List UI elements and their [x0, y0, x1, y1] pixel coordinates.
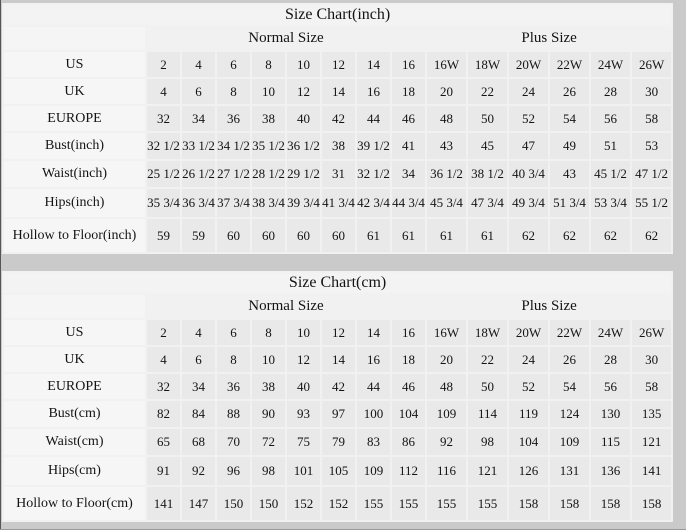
size-value-cell: 60: [287, 219, 320, 252]
size-value-cell: 16: [357, 79, 390, 104]
size-value-cell: 40 3/4: [509, 161, 548, 187]
row-label: Hips(inch): [4, 189, 145, 217]
size-value-cell: 124: [550, 401, 589, 427]
size-value-cell: 98: [468, 429, 507, 455]
normal-size-header: Normal Size: [147, 295, 425, 318]
inch-table-body: [4, 52, 671, 252]
size-value-cell: 158: [632, 487, 671, 520]
size-value-cell: 152: [322, 487, 355, 520]
size-value-cell: 104: [392, 401, 425, 427]
row-label: Bust(cm): [4, 401, 145, 427]
row-label: UK: [4, 347, 145, 372]
row-label: Waist(cm): [4, 429, 145, 455]
size-value-cell: 46: [392, 106, 425, 131]
size-value-cell: 51 3/4: [550, 189, 589, 217]
size-value-cell: 24: [509, 347, 548, 372]
size-value-cell: 16: [392, 320, 425, 345]
size-value-cell: 14: [322, 347, 355, 372]
size-value-cell: 88: [217, 401, 250, 427]
size-value-cell: 150: [252, 487, 285, 520]
size-value-cell: 36 1/2: [287, 133, 320, 159]
size-row: [4, 347, 671, 372]
normal-size-header: Normal Size: [147, 27, 425, 50]
size-value-cell: 109: [357, 457, 390, 485]
size-value-cell: 60: [252, 219, 285, 252]
size-value-cell: 2: [147, 320, 180, 345]
size-value-cell: 34: [182, 106, 215, 131]
table-title-inch: Size Chart(inch): [4, 5, 671, 25]
size-value-cell: 30: [632, 347, 671, 372]
size-value-cell: 51: [591, 133, 630, 159]
size-value-cell: 53 3/4: [591, 189, 630, 217]
size-value-cell: 33 1/2: [182, 133, 215, 159]
size-value-cell: 61: [357, 219, 390, 252]
size-value-cell: 52: [509, 106, 548, 131]
size-value-cell: 18W: [468, 320, 507, 345]
size-value-cell: 105: [322, 457, 355, 485]
size-chart-inch-table: [2, 3, 673, 254]
size-value-cell: 22W: [550, 52, 589, 77]
size-value-cell: 70: [217, 429, 250, 455]
size-value-cell: 101: [287, 457, 320, 485]
size-value-cell: 35 3/4: [147, 189, 180, 217]
size-value-cell: 16: [357, 347, 390, 372]
size-value-cell: 32: [147, 374, 180, 399]
size-value-cell: 6: [217, 52, 250, 77]
size-value-cell: 38 1/2: [468, 161, 507, 187]
size-value-cell: 47 1/2: [632, 161, 671, 187]
size-value-cell: 42 3/4: [357, 189, 390, 217]
size-value-cell: 36: [217, 106, 250, 131]
row-label: Waist(inch): [4, 161, 145, 187]
size-value-cell: 12: [322, 52, 355, 77]
size-value-cell: 155: [468, 487, 507, 520]
size-row: [4, 189, 671, 217]
size-value-cell: 20W: [509, 320, 548, 345]
size-row: [4, 429, 671, 455]
size-value-cell: 53: [632, 133, 671, 159]
size-value-cell: 28 1/2: [252, 161, 285, 187]
size-row: [4, 161, 671, 187]
size-value-cell: 22: [468, 79, 507, 104]
size-value-cell: 92: [427, 429, 466, 455]
size-value-cell: 32 1/2: [147, 133, 180, 159]
size-value-cell: 61: [392, 219, 425, 252]
size-value-cell: 141: [147, 487, 180, 520]
size-value-cell: 8: [217, 79, 250, 104]
size-value-cell: 14: [357, 52, 390, 77]
size-value-cell: 28: [591, 347, 630, 372]
size-value-cell: 18: [392, 347, 425, 372]
size-value-cell: 155: [357, 487, 390, 520]
size-value-cell: 150: [217, 487, 250, 520]
size-value-cell: 4: [147, 79, 180, 104]
size-row: [4, 487, 671, 520]
row-label: UK: [4, 79, 145, 104]
size-value-cell: 4: [182, 320, 215, 345]
size-value-cell: 12: [287, 79, 320, 104]
size-value-cell: 47 3/4: [468, 189, 507, 217]
size-value-cell: 8: [252, 320, 285, 345]
size-row: [4, 79, 671, 104]
row-label: Hips(cm): [4, 457, 145, 485]
size-value-cell: 83: [357, 429, 390, 455]
size-value-cell: 26 1/2: [182, 161, 215, 187]
size-value-cell: 43: [427, 133, 466, 159]
size-value-cell: 18: [392, 79, 425, 104]
size-row: [4, 374, 671, 399]
size-value-cell: 49: [550, 133, 589, 159]
size-value-cell: 65: [147, 429, 180, 455]
size-row: [4, 457, 671, 485]
size-value-cell: 50: [468, 374, 507, 399]
table-title-cm: Size Chart(cm): [4, 273, 671, 293]
size-value-cell: 52: [509, 374, 548, 399]
size-value-cell: 131: [550, 457, 589, 485]
size-value-cell: 16W: [427, 320, 466, 345]
size-value-cell: 44: [357, 106, 390, 131]
size-value-cell: 158: [550, 487, 589, 520]
size-value-cell: 30: [632, 79, 671, 104]
size-value-cell: 36: [217, 374, 250, 399]
size-value-cell: 86: [392, 429, 425, 455]
row-label: US: [4, 320, 145, 345]
size-value-cell: 98: [252, 457, 285, 485]
size-value-cell: 37 3/4: [217, 189, 250, 217]
size-value-cell: 114: [468, 401, 507, 427]
size-row: [4, 106, 671, 131]
size-value-cell: 28: [591, 79, 630, 104]
size-value-cell: 109: [550, 429, 589, 455]
size-value-cell: 91: [147, 457, 180, 485]
size-value-cell: 54: [550, 106, 589, 131]
size-value-cell: 20W: [509, 52, 548, 77]
plus-size-header: Plus Size: [427, 27, 671, 50]
size-value-cell: 97: [322, 401, 355, 427]
size-value-cell: 44: [357, 374, 390, 399]
size-value-cell: 116: [427, 457, 466, 485]
size-value-cell: 43: [550, 161, 589, 187]
size-value-cell: 147: [182, 487, 215, 520]
size-group-row: [4, 27, 671, 50]
size-value-cell: 27 1/2: [217, 161, 250, 187]
size-value-cell: 84: [182, 401, 215, 427]
size-row: [4, 320, 671, 345]
size-value-cell: 50: [468, 106, 507, 131]
size-value-cell: 44 3/4: [392, 189, 425, 217]
size-value-cell: 58: [632, 374, 671, 399]
size-value-cell: 62: [632, 219, 671, 252]
size-value-cell: 22W: [550, 320, 589, 345]
size-value-cell: 45: [468, 133, 507, 159]
size-value-cell: 93: [287, 401, 320, 427]
size-value-cell: 18W: [468, 52, 507, 77]
size-value-cell: 24W: [591, 320, 630, 345]
size-value-cell: 45 3/4: [427, 189, 466, 217]
size-value-cell: 12: [287, 347, 320, 372]
size-value-cell: 16W: [427, 52, 466, 77]
size-value-cell: 20: [427, 347, 466, 372]
size-value-cell: 31: [322, 161, 355, 187]
size-chart-cm-table: [2, 271, 673, 522]
size-value-cell: 38: [252, 374, 285, 399]
size-value-cell: 62: [509, 219, 548, 252]
size-value-cell: 8: [252, 52, 285, 77]
size-value-cell: 62: [591, 219, 630, 252]
size-value-cell: 40: [287, 106, 320, 131]
size-value-cell: 10: [287, 52, 320, 77]
size-value-cell: 29 1/2: [287, 161, 320, 187]
row-label: Hollow to Floor(inch): [4, 219, 145, 252]
size-value-cell: 54: [550, 374, 589, 399]
size-value-cell: 61: [468, 219, 507, 252]
size-value-cell: 41 3/4: [322, 189, 355, 217]
size-value-cell: 92: [182, 457, 215, 485]
size-value-cell: 20: [427, 79, 466, 104]
size-value-cell: 6: [182, 79, 215, 104]
size-value-cell: 72: [252, 429, 285, 455]
size-value-cell: 158: [509, 487, 548, 520]
size-value-cell: 8: [217, 347, 250, 372]
size-value-cell: 126: [509, 457, 548, 485]
size-value-cell: 48: [427, 106, 466, 131]
row-label: Bust(inch): [4, 133, 145, 159]
size-value-cell: 26: [550, 347, 589, 372]
size-value-cell: 47: [509, 133, 548, 159]
plus-size-header: Plus Size: [427, 295, 671, 318]
size-value-cell: 36 1/2: [427, 161, 466, 187]
corner-cell: [4, 295, 145, 318]
size-value-cell: 46: [392, 374, 425, 399]
size-value-cell: 152: [287, 487, 320, 520]
size-value-cell: 141: [632, 457, 671, 485]
size-value-cell: 48: [427, 374, 466, 399]
size-value-cell: 158: [591, 487, 630, 520]
size-row: [4, 52, 671, 77]
row-label: Hollow to Floor(cm): [4, 487, 145, 520]
size-value-cell: 155: [427, 487, 466, 520]
size-value-cell: 121: [468, 457, 507, 485]
size-value-cell: 26W: [632, 320, 671, 345]
size-value-cell: 32: [147, 106, 180, 131]
size-value-cell: 135: [632, 401, 671, 427]
size-value-cell: 10: [287, 320, 320, 345]
size-value-cell: 2: [147, 52, 180, 77]
size-value-cell: 62: [550, 219, 589, 252]
size-value-cell: 24: [509, 79, 548, 104]
size-value-cell: 82: [147, 401, 180, 427]
size-value-cell: 32 1/2: [357, 161, 390, 187]
size-group-row: [4, 295, 671, 318]
size-value-cell: 58: [632, 106, 671, 131]
size-value-cell: 39 3/4: [287, 189, 320, 217]
row-label: EUROPE: [4, 106, 145, 131]
size-value-cell: 12: [322, 320, 355, 345]
size-value-cell: 42: [322, 374, 355, 399]
row-label: EUROPE: [4, 374, 145, 399]
size-value-cell: 6: [182, 347, 215, 372]
size-value-cell: 136: [591, 457, 630, 485]
size-value-cell: 25 1/2: [147, 161, 180, 187]
size-value-cell: 79: [322, 429, 355, 455]
size-row: [4, 219, 671, 252]
size-value-cell: 68: [182, 429, 215, 455]
size-value-cell: 10: [252, 347, 285, 372]
size-value-cell: 14: [357, 320, 390, 345]
size-value-cell: 38: [252, 106, 285, 131]
size-value-cell: 38: [322, 133, 355, 159]
size-value-cell: 38 3/4: [252, 189, 285, 217]
size-value-cell: 56: [591, 374, 630, 399]
cm-table-body: [4, 320, 671, 520]
size-value-cell: 24W: [591, 52, 630, 77]
size-value-cell: 40: [287, 374, 320, 399]
size-value-cell: 109: [427, 401, 466, 427]
size-value-cell: 61: [427, 219, 466, 252]
size-value-cell: 112: [392, 457, 425, 485]
size-value-cell: 10: [252, 79, 285, 104]
size-value-cell: 100: [357, 401, 390, 427]
size-value-cell: 42: [322, 106, 355, 131]
size-value-cell: 115: [591, 429, 630, 455]
size-value-cell: 26W: [632, 52, 671, 77]
size-value-cell: 6: [217, 320, 250, 345]
size-value-cell: 4: [182, 52, 215, 77]
size-value-cell: 49 3/4: [509, 189, 548, 217]
size-value-cell: 59: [182, 219, 215, 252]
size-value-cell: 60: [217, 219, 250, 252]
size-value-cell: 60: [322, 219, 355, 252]
size-value-cell: 96: [217, 457, 250, 485]
size-value-cell: 4: [147, 347, 180, 372]
size-value-cell: 75: [287, 429, 320, 455]
size-value-cell: 36 3/4: [182, 189, 215, 217]
title-row: [4, 5, 671, 25]
size-value-cell: 59: [147, 219, 180, 252]
size-value-cell: 35 1/2: [252, 133, 285, 159]
page-left-edge-line: [0, 0, 1, 530]
size-row: [4, 133, 671, 159]
size-value-cell: 130: [591, 401, 630, 427]
size-value-cell: 22: [468, 347, 507, 372]
size-value-cell: 34 1/2: [217, 133, 250, 159]
size-value-cell: 56: [591, 106, 630, 131]
size-value-cell: 90: [252, 401, 285, 427]
size-value-cell: 39 1/2: [357, 133, 390, 159]
size-value-cell: 26: [550, 79, 589, 104]
size-value-cell: 119: [509, 401, 548, 427]
size-value-cell: 34: [182, 374, 215, 399]
size-value-cell: 155: [392, 487, 425, 520]
title-row: [4, 273, 671, 293]
size-value-cell: 41: [392, 133, 425, 159]
size-value-cell: 104: [509, 429, 548, 455]
size-row: [4, 401, 671, 427]
size-value-cell: 55 1/2: [632, 189, 671, 217]
corner-cell: [4, 27, 145, 50]
size-value-cell: 14: [322, 79, 355, 104]
row-label: US: [4, 52, 145, 77]
size-value-cell: 16: [392, 52, 425, 77]
size-value-cell: 121: [632, 429, 671, 455]
size-value-cell: 34: [392, 161, 425, 187]
size-value-cell: 45 1/2: [591, 161, 630, 187]
